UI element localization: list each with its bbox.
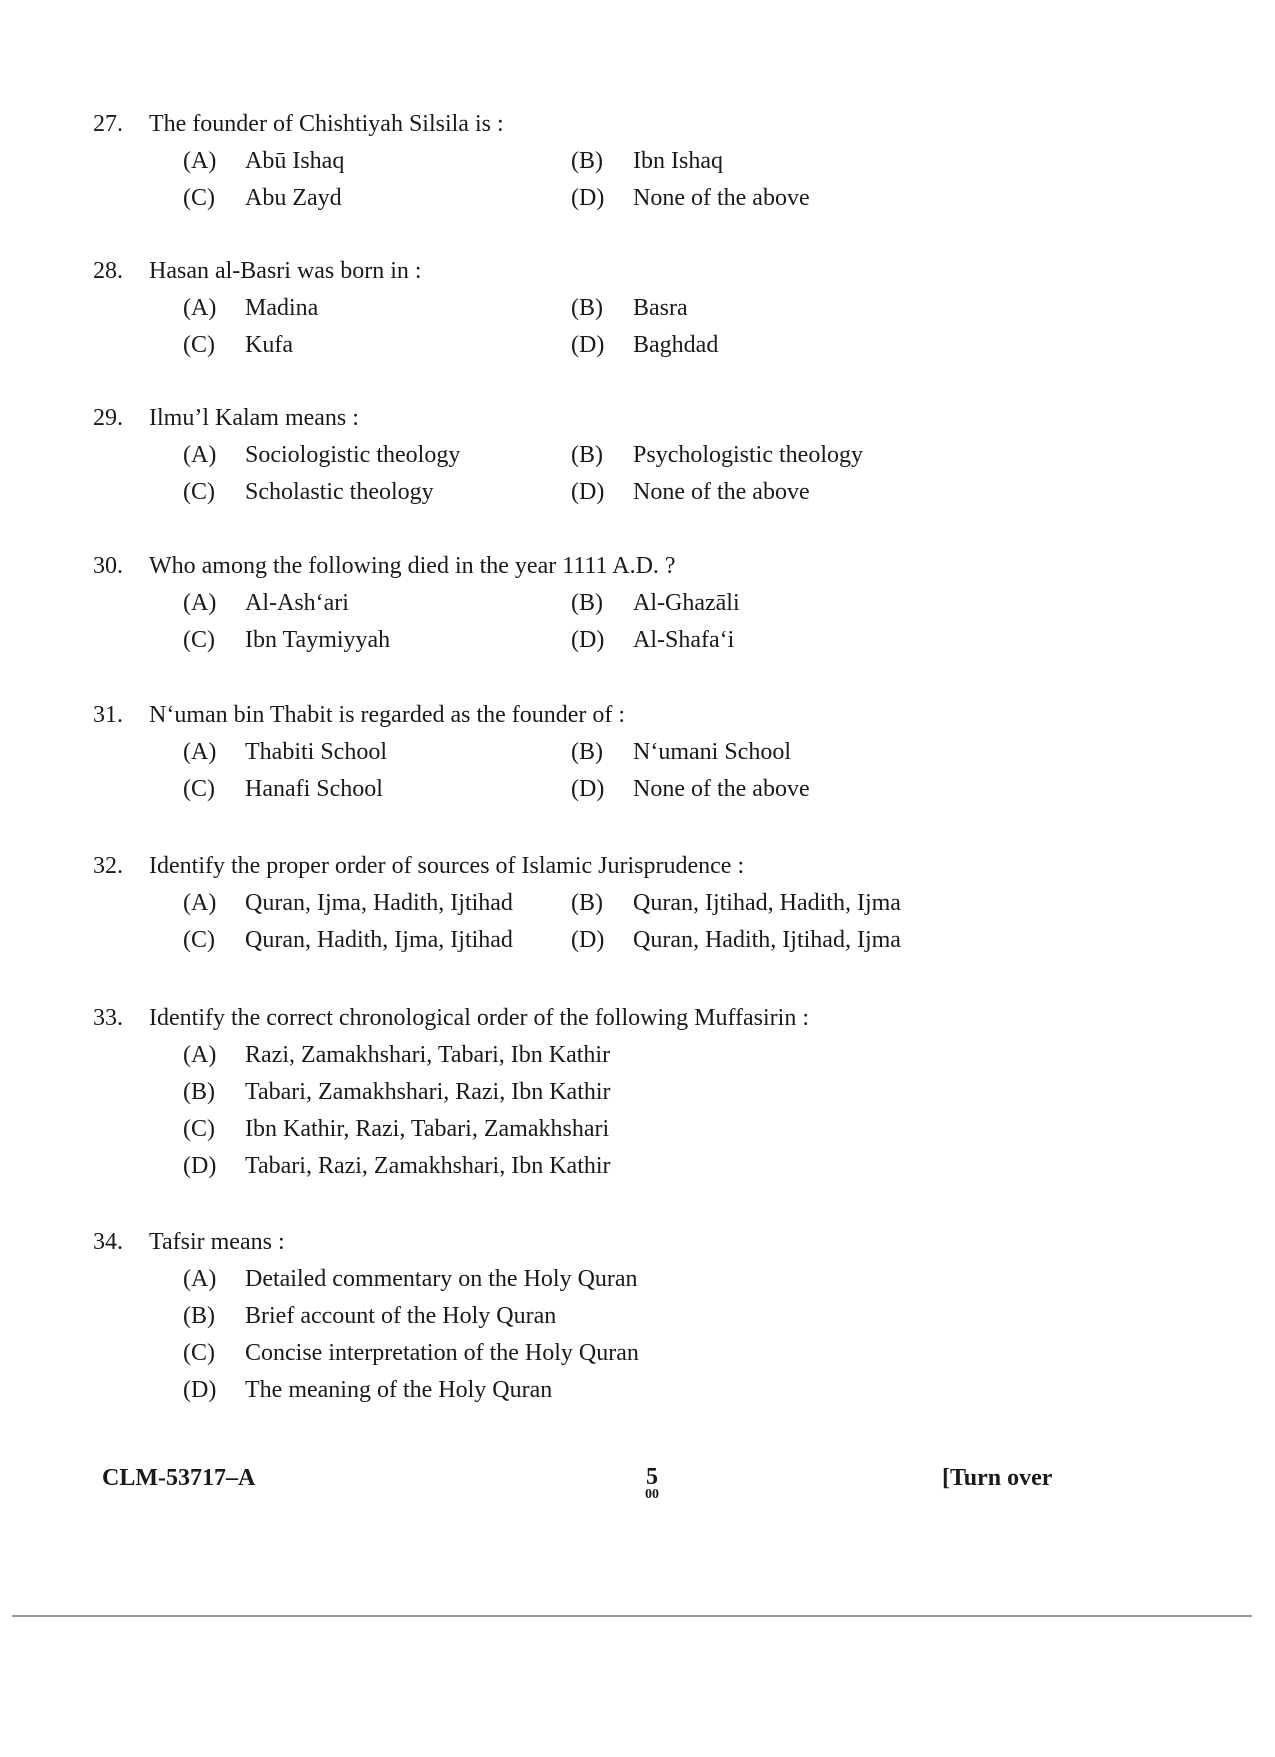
page-number-value: 5	[646, 1464, 658, 1490]
option-text: Abu Zayd	[245, 185, 342, 211]
option-label: (C)	[183, 776, 215, 802]
option-d	[571, 327, 959, 364]
option-a	[183, 290, 571, 327]
option-c	[183, 1335, 1193, 1372]
option-d	[571, 622, 959, 659]
option-label: (A)	[183, 442, 217, 468]
option-text: None of the above	[633, 479, 810, 505]
option-text: Al-Ash‘ari	[245, 590, 349, 616]
option-label: (A)	[183, 1042, 217, 1068]
question-number: 33.	[93, 1005, 123, 1031]
question-text: The founder of Chishtiyah Silsila is :	[149, 111, 504, 137]
question-32	[93, 848, 1193, 959]
option-label: (C)	[183, 185, 215, 211]
option-label: (C)	[183, 927, 215, 953]
option-d	[571, 180, 959, 217]
option-label: (D)	[183, 1377, 217, 1403]
option-text: Ibn Ishaq	[633, 148, 723, 174]
option-a	[183, 1261, 1193, 1298]
option-text: Al-Ghazāli	[633, 590, 740, 616]
option-text: Thabiti School	[245, 739, 387, 765]
question-number: 27.	[93, 111, 123, 137]
option-label: (B)	[183, 1079, 215, 1105]
option-text: Baghdad	[633, 332, 719, 358]
option-a	[183, 143, 571, 180]
option-label: (B)	[571, 590, 603, 616]
option-text: Concise interpretation of the Holy Quran	[245, 1340, 639, 1366]
option-text: Kufa	[245, 332, 293, 358]
option-b	[571, 885, 959, 922]
bottom-divider	[12, 1615, 1252, 1617]
option-text: Psychologistic theology	[633, 442, 863, 468]
question-number: 32.	[93, 853, 123, 879]
option-text: Quran, Ijma, Hadith, Ijtihad	[245, 890, 513, 916]
option-text: Detailed commentary on the Holy Quran	[245, 1266, 638, 1292]
option-label: (D)	[571, 185, 605, 211]
option-c	[183, 474, 571, 511]
option-b	[571, 437, 959, 474]
question-30	[93, 548, 1193, 659]
option-b	[571, 734, 959, 771]
option-a	[183, 585, 571, 622]
page-number-sub: 00	[645, 1487, 659, 1502]
option-label: (A)	[183, 590, 217, 616]
option-text: Brief account of the Holy Quran	[245, 1303, 557, 1329]
question-text: Identify the correct chronological order of the following Muffasirin :	[149, 1005, 810, 1031]
question-31	[93, 697, 1193, 808]
option-d	[183, 1148, 1193, 1185]
option-label: (B)	[183, 1303, 215, 1329]
question-number: 34.	[93, 1229, 123, 1255]
question-33	[93, 1000, 1193, 1185]
question-text: Identify the proper order of sources of Islamic Jurisprudence :	[149, 853, 745, 879]
option-text: Scholastic theology	[245, 479, 434, 505]
option-label: (A)	[183, 148, 217, 174]
question-27	[93, 106, 1193, 217]
option-label: (B)	[571, 890, 603, 916]
option-text: Basra	[633, 295, 688, 321]
question-number: 28.	[93, 258, 123, 284]
turn-over-note: [Turn over	[942, 1465, 1053, 1491]
option-label: (D)	[571, 479, 605, 505]
option-label: (A)	[183, 295, 217, 321]
question-text: Ilmu’l Kalam means :	[149, 405, 359, 431]
option-text: Al-Shafa‘i	[633, 627, 735, 653]
option-text: Madina	[245, 295, 319, 321]
option-text: Quran, Hadith, Ijma, Ijtihad	[245, 927, 513, 953]
option-label: (A)	[183, 739, 217, 765]
option-label: (B)	[571, 148, 603, 174]
option-label: (C)	[183, 1340, 215, 1366]
question-29	[93, 400, 1193, 511]
option-c	[183, 771, 571, 808]
option-a	[183, 885, 571, 922]
option-label: (B)	[571, 442, 603, 468]
option-label: (A)	[183, 1266, 217, 1292]
option-b	[183, 1074, 1193, 1111]
option-b	[571, 143, 959, 180]
option-d	[571, 771, 959, 808]
question-34	[93, 1224, 1193, 1409]
option-a	[183, 1037, 1193, 1074]
option-label: (D)	[183, 1153, 217, 1179]
option-label: (C)	[183, 627, 215, 653]
option-text: N‘umani School	[633, 739, 791, 765]
option-text: None of the above	[633, 185, 810, 211]
option-c	[183, 622, 571, 659]
question-text: Hasan al-Basri was born in :	[149, 258, 422, 284]
option-label: (C)	[183, 479, 215, 505]
option-label: (D)	[571, 927, 605, 953]
option-text: Ibn Taymiyyah	[245, 627, 391, 653]
option-c	[183, 1111, 1193, 1148]
option-text: None of the above	[633, 776, 810, 802]
option-text: Abū Ishaq	[245, 148, 345, 174]
option-text: Quran, Hadith, Ijtihad, Ijma	[633, 927, 901, 953]
option-d	[183, 1372, 1193, 1409]
option-label: (A)	[183, 890, 217, 916]
option-d	[571, 474, 959, 511]
option-label: (B)	[571, 739, 603, 765]
option-text: The meaning of the Holy Quran	[245, 1377, 553, 1403]
option-c	[183, 922, 571, 959]
option-label: (C)	[183, 332, 215, 358]
question-text: Tafsir means :	[149, 1229, 285, 1255]
page-number	[642, 1465, 662, 1501]
question-number: 30.	[93, 553, 123, 579]
question-28	[93, 253, 1193, 364]
option-a	[183, 734, 571, 771]
option-b	[571, 290, 959, 327]
option-label: (C)	[183, 1116, 215, 1142]
option-label: (D)	[571, 776, 605, 802]
option-b	[183, 1298, 1193, 1335]
option-d	[571, 922, 959, 959]
question-text: Who among the following died in the year 1111 A.D. ?	[149, 553, 676, 579]
option-text: Razi, Zamakhshari, Tabari, Ibn Kathir	[245, 1042, 611, 1068]
option-text: Quran, Ijtihad, Hadith, Ijma	[633, 890, 901, 916]
option-c	[183, 180, 571, 217]
question-text: N‘uman bin Thabit is regarded as the founder of :	[149, 702, 626, 728]
option-a	[183, 437, 571, 474]
option-label: (D)	[571, 332, 605, 358]
option-text: Tabari, Razi, Zamakhshari, Ibn Kathir	[245, 1153, 611, 1179]
question-number: 29.	[93, 405, 123, 431]
option-b	[571, 585, 959, 622]
option-text: Tabari, Zamakhshari, Razi, Ibn Kathir	[245, 1079, 611, 1105]
option-text: Sociologistic theology	[245, 442, 461, 468]
option-text: Hanafi School	[245, 776, 383, 802]
paper-code: CLM-53717–A	[102, 1465, 256, 1491]
option-label: (D)	[571, 627, 605, 653]
question-number: 31.	[93, 702, 123, 728]
option-label: (B)	[571, 295, 603, 321]
option-text: Ibn Kathir, Razi, Tabari, Zamakhshari	[245, 1116, 610, 1142]
option-c	[183, 327, 571, 364]
